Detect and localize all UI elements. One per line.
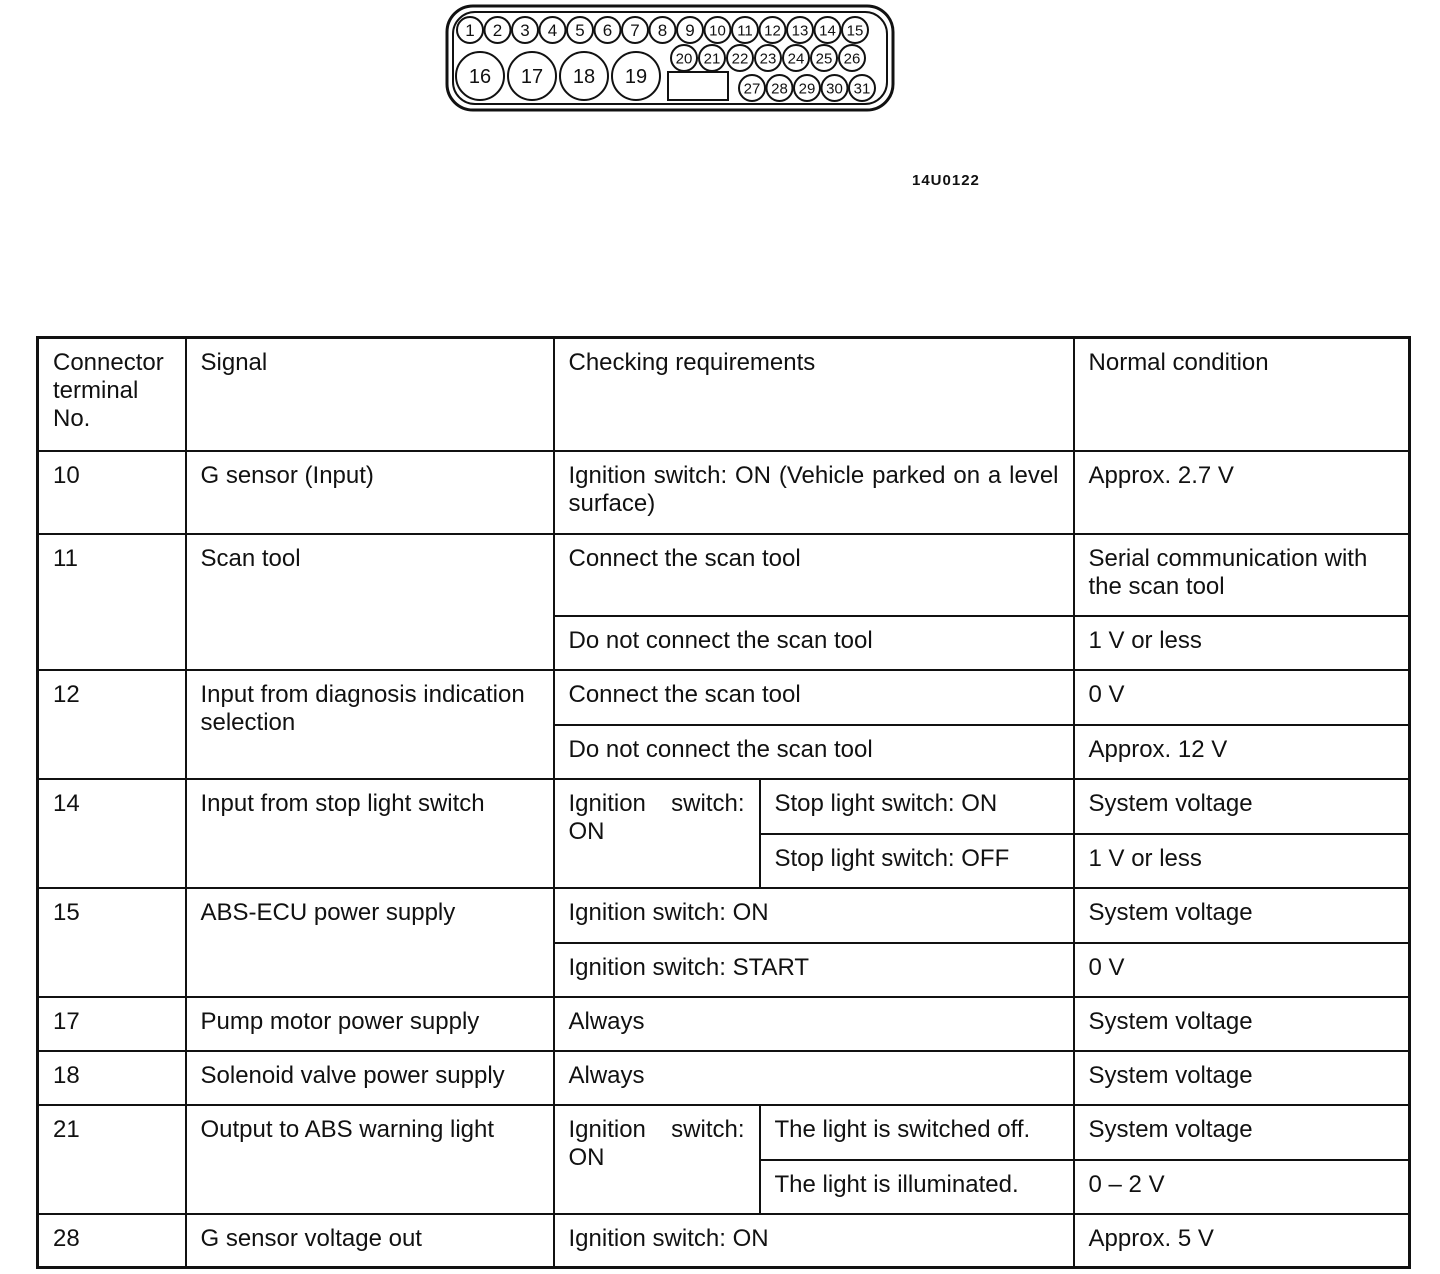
header-normal-condition: Normal condition: [1074, 338, 1410, 452]
sub-requirement-cell: The light is switched off.: [760, 1105, 1074, 1160]
requirement-cell: Always: [554, 1051, 1074, 1105]
table-row: [38, 1214, 1410, 1267]
normal-condition-cell: 0 V: [1074, 670, 1410, 725]
connector-pin-label: 10: [709, 22, 726, 40]
connector-pin-label: 22: [731, 50, 749, 68]
connector-pin-label: 25: [815, 50, 833, 68]
connector-pin-label: 1: [465, 21, 475, 41]
connector-pin-label: 8: [657, 21, 668, 41]
connector-pin-label: 23: [759, 50, 777, 68]
requirement-cell: Always: [554, 997, 1074, 1051]
connector-pin-label: 27: [743, 80, 761, 98]
connector-pin-label: 11: [737, 22, 753, 40]
signal-cell: Input from stop light switch: [186, 779, 554, 888]
figure-id: 14U0122: [912, 172, 980, 189]
requirement-cell: Ignition switch: ON (Vehicle parked on a level surface): [554, 451, 1074, 534]
table-row: [38, 534, 1410, 616]
table-row: [38, 888, 1410, 943]
normal-condition-cell: System voltage: [1074, 779, 1410, 834]
requirement-cell: Ignition switch: ON: [554, 779, 760, 888]
terminal-no: 18: [38, 1051, 186, 1105]
connector-pin-label: 12: [764, 22, 781, 40]
connector-pin-label: 6: [602, 21, 613, 41]
terminal-check-table: [36, 336, 1411, 1269]
sub-requirement-cell: The light is illuminated.: [760, 1160, 1074, 1214]
connector-pin-label: 28: [771, 80, 788, 98]
terminal-no: 11: [38, 534, 186, 670]
connector-pin-label: 20: [675, 50, 693, 68]
requirement-cell: Ignition switch: ON: [554, 888, 1074, 943]
normal-condition-cell: Approx. 12 V: [1074, 725, 1410, 779]
table-row: [38, 779, 1410, 834]
terminal-no: 21: [38, 1105, 186, 1214]
normal-condition-cell: System voltage: [1074, 888, 1410, 943]
normal-condition-cell: System voltage: [1074, 1105, 1410, 1160]
table-header-row: [38, 338, 1410, 452]
normal-condition-cell: 0 V: [1074, 943, 1410, 997]
normal-condition-cell: 1 V or less: [1074, 834, 1410, 888]
signal-cell: Input from diagnosis indication selection: [186, 670, 554, 779]
terminal-no: 10: [38, 451, 186, 534]
connector-pin-label: 24: [787, 50, 805, 68]
table-row: [38, 670, 1410, 725]
connector-pin-label: 4: [547, 21, 558, 41]
terminal-no: 12: [38, 670, 186, 779]
signal-cell: Scan tool: [186, 534, 554, 670]
terminal-no: 17: [38, 997, 186, 1051]
connector-pin-label: 21: [703, 50, 721, 68]
requirement-cell: Ignition switch: START: [554, 943, 1074, 997]
header-signal: Signal: [186, 338, 554, 452]
normal-condition-cell: Approx. 5 V: [1074, 1214, 1410, 1267]
signal-cell: Pump motor power supply: [186, 997, 554, 1051]
header-terminal: Connector terminal No.: [38, 338, 186, 452]
header-checking-requirements: Checking requirements: [554, 338, 1074, 452]
terminal-no: 15: [38, 888, 186, 997]
connector-diagram: [0, 0, 1440, 130]
connector-pin-label: 7: [630, 21, 640, 41]
connector-pin-label: 30: [826, 80, 843, 98]
normal-condition-cell: 0 – 2 V: [1074, 1160, 1410, 1214]
normal-condition-cell: Serial communication with the scan tool: [1074, 534, 1410, 616]
connector-pin-label: 15: [846, 22, 864, 40]
connector-pin-label: 29: [798, 80, 816, 98]
signal-cell: ABS-ECU power supply: [186, 888, 554, 997]
connector-pin-label: 19: [624, 66, 648, 89]
requirement-cell: Ignition switch: ON: [554, 1214, 1074, 1267]
terminal-no: 14: [38, 779, 186, 888]
connector-pin-label: 9: [685, 21, 695, 41]
normal-condition-cell: System voltage: [1074, 1051, 1410, 1105]
table-row: [38, 451, 1410, 534]
table-row: [38, 1051, 1410, 1105]
requirement-cell: Do not connect the scan tool: [554, 725, 1074, 779]
signal-cell: Solenoid valve power supply: [186, 1051, 554, 1105]
connector-pin-label: 18: [572, 66, 596, 89]
requirement-cell: Connect the scan tool: [554, 534, 1074, 616]
requirement-cell: Ignition switch: ON: [554, 1105, 760, 1214]
requirement-cell: Connect the scan tool: [554, 670, 1074, 725]
connector-pin-label: 26: [843, 50, 861, 68]
sub-requirement-cell: Stop light switch: OFF: [760, 834, 1074, 888]
connector-pin-label: 14: [819, 22, 836, 40]
table-row: [38, 997, 1410, 1051]
connector-pin-label: 5: [575, 21, 585, 41]
terminal-no: 28: [38, 1214, 186, 1267]
connector-pin-label: 31: [853, 80, 871, 98]
normal-condition-cell: 1 V or less: [1074, 616, 1410, 670]
signal-cell: Output to ABS warning light: [186, 1105, 554, 1214]
connector-pin-label: 3: [520, 21, 530, 41]
connector-pin-label: 17: [520, 66, 544, 89]
normal-condition-cell: Approx. 2.7 V: [1074, 451, 1410, 534]
connector-pin-label: 2: [492, 21, 503, 41]
connector-pin-label: 16: [468, 66, 492, 89]
requirement-cell: Do not connect the scan tool: [554, 616, 1074, 670]
signal-cell: G sensor voltage out: [186, 1214, 554, 1267]
connector-pin-label: 13: [791, 22, 809, 40]
table-row: [38, 1105, 1410, 1160]
normal-condition-cell: System voltage: [1074, 997, 1410, 1051]
signal-cell: G sensor (Input): [186, 451, 554, 534]
sub-requirement-cell: Stop light switch: ON: [760, 779, 1074, 834]
